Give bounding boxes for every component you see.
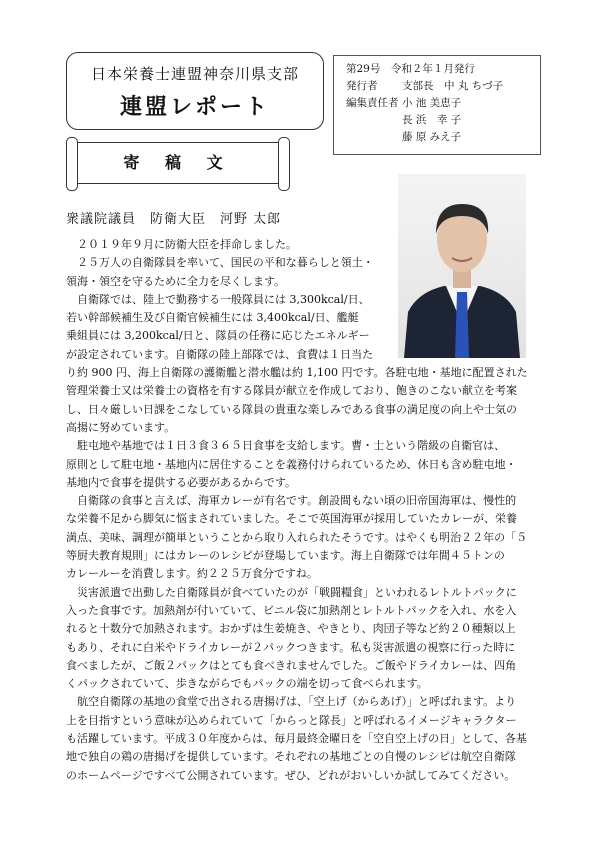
banner-label: 寄 稿 文 bbox=[123, 153, 233, 172]
text-line: カレールーを消費します。約２２５万食分ですね。 bbox=[66, 567, 318, 581]
article-body bbox=[66, 236, 536, 785]
text-line: 入った食事です。加熱剤が付いていて、ビニル袋に加熱剤とレトルトパックを入れ、水を入 bbox=[66, 603, 517, 617]
editor-extra: 長 浜 幸 子 bbox=[402, 114, 462, 126]
scroll-left-end bbox=[66, 137, 78, 191]
text-line: 自衛隊では、陸上で勤務する一般隊員には 3,300kcal/日、 bbox=[77, 292, 370, 306]
text-line: もあり、それに白米やドライカレーが２パックつきます。私も災害派遣の視察に行った時に bbox=[66, 640, 516, 654]
scroll-right-end bbox=[278, 137, 290, 191]
text-line: 災害派遣で出動した自衛隊員が食べていたのが「戦闘糧食」といわれるレトルトパックに bbox=[77, 585, 517, 599]
paragraph bbox=[66, 254, 536, 291]
publisher-label: 発行者 bbox=[346, 80, 378, 92]
text-line: 食べましたが、ご飯２パックはとても食べきれませんでした。ご飯やドライカレーは、四角 bbox=[66, 658, 517, 672]
text-line: 自衛隊の食事と言えば、海軍カレーが有名です。創設間もない頃の旧帝国海軍は、慢性的 bbox=[77, 494, 517, 508]
editor-extra: 藤 原 みえ子 bbox=[402, 131, 462, 143]
section-banner bbox=[78, 142, 278, 184]
text-line: 等厨夫教育規則」にはカレーのレシピが登場しています。海上自衛隊では年間４５トンの bbox=[66, 549, 505, 563]
text-line: し、日々厳しい日課をこなしている隊員の貴重な楽しみである食事の満足度の向上や士気の bbox=[66, 402, 517, 416]
text-line: 高揚に努めています。 bbox=[66, 420, 176, 434]
editor-value: 小 池 美恵子 bbox=[402, 97, 462, 109]
text-line: 地で独自の鶏の唐揚げを提供しています。それぞれの基地ごとの自慢のレシピは航空自衛隊 bbox=[66, 750, 516, 764]
text-line: 原則として駐屯地・基地内に居住することを義務付けられているため、休日も含め駐屯地・ bbox=[66, 457, 517, 471]
publisher-row bbox=[346, 78, 540, 95]
text-line: 領海・領空を守るために全力を尽くします。 bbox=[66, 274, 286, 288]
paragraph bbox=[66, 492, 536, 583]
text-line: 乗組員には 3,200kcal/日と、隊員の任務に応じたエネルギー bbox=[66, 329, 370, 343]
text-line: 基地内で食事を提供する必要があるからです。 bbox=[66, 475, 297, 489]
text-line: 満点、美味、調理が簡単ということから取り入れられたそうです。はやくも明治２２年の「５ bbox=[66, 530, 528, 544]
text-line: ２５万人の自衛隊員を率いて、国民の平和な暮らしと領土・ bbox=[77, 256, 374, 270]
text-line: 管理栄養士又は栄養士の資格を有する隊員が献立を作成しており、飽きのこない献立を考案 bbox=[66, 384, 517, 398]
org-name: 日本栄養士連盟神奈川県支部 bbox=[90, 65, 299, 83]
text-line: のホームページですべて公開されています。ぜひ、どれがおいしいか試してみてください。 bbox=[66, 768, 516, 782]
editor-label: 編集責任者 bbox=[346, 97, 399, 109]
text-line: 若い幹部候補生及び自衛官候補生には 3,400kcal/日、艦艇 bbox=[66, 311, 359, 325]
text-line: ２０１９年９月に防衛大臣を拝命しました。 bbox=[77, 238, 297, 251]
report-title: 連盟レポート bbox=[119, 95, 270, 120]
text-line: くパックされていて、歩きながらでもパックの端を切って食べられます。 bbox=[66, 677, 428, 691]
editor-row bbox=[346, 95, 540, 112]
paragraph bbox=[66, 437, 536, 492]
text-line: も活躍しています。平成３０年度からは、毎月最終金曜日を「空自空上げの日」として、各基 bbox=[66, 732, 527, 746]
paragraph bbox=[66, 693, 536, 784]
author-byline: 衆議院議員 防衛大臣 河野 太郎 bbox=[66, 212, 282, 227]
text-line: 上を目指すという意味が込められていて「からっと隊長」と呼ばれるイメージキャラクター bbox=[66, 713, 517, 727]
text-line: 航空自衛隊の基地の食堂で出される唐揚げは、「空上げ（からあげ）」と呼ばれます。より bbox=[77, 695, 517, 709]
publisher-value: 支部長 中 丸 ちづ子 bbox=[402, 80, 504, 92]
org-title-box bbox=[66, 52, 324, 130]
publication-info bbox=[333, 55, 541, 155]
issue-line: 第29号 令和２年１月発行 bbox=[346, 63, 475, 75]
paragraph bbox=[66, 236, 536, 254]
paragraph bbox=[66, 291, 536, 437]
text-line: り約 900 円、海上自衛隊の護衛艦と潜水艦は約 1,100 円です。各駐屯地・基地に配置された bbox=[66, 366, 528, 380]
text-line: が設定されています。自衛隊の陸上部隊では、食費は１日当た bbox=[66, 347, 374, 361]
text-line: な栄養不足から脚気に悩まされていました。そこで英国海軍が採用していたカレーが、栄養 bbox=[66, 512, 517, 526]
text-line: 駐屯地や基地では１日３食３６５日食事を支給します。曹・士という階級の自衛官は、 bbox=[77, 439, 506, 453]
paragraph bbox=[66, 584, 536, 694]
text-line: れると十数分で加熱されます。おかずは生姜焼き、やきとり、肉団子等など約２０種類以上 bbox=[66, 622, 516, 636]
